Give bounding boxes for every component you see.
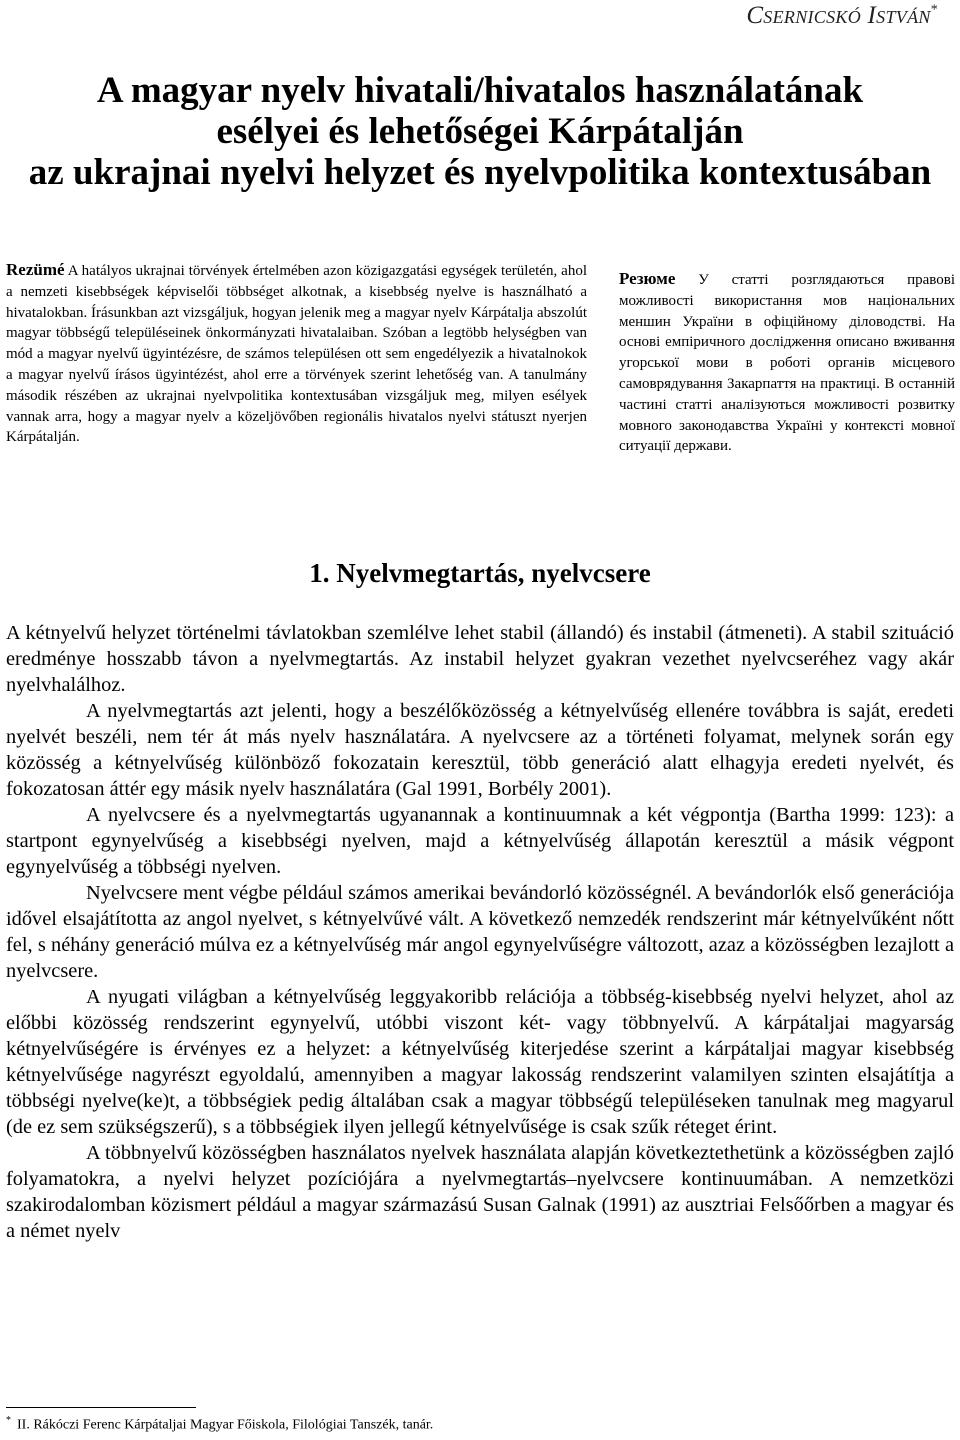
abstract-ukrainian: [619, 269, 955, 457]
section-body: [6, 620, 954, 1244]
abstract-hungarian-label: Rezümé: [6, 260, 65, 279]
title-line-1: A magyar nyelv hivatali/hivatalos használatának: [96, 70, 864, 111]
article-title: [0, 70, 960, 193]
abstract-ukrainian-label: Резюме: [619, 269, 676, 288]
abstract-hungarian: [6, 260, 587, 448]
title-line-3: az ukrajnai nyelvi helyzet és nyelvpolitika kontextusában: [28, 152, 932, 193]
paragraph: A többnyelvű közösségben használatos nyelvek használata alapján következtethetünk a közösségben zajló folyamatokra, a nyelvi helyzet pozíciójára a nyelvmegtartás–nyelvcsere kontinuumában. A nemzetközi szakirodalomban közismert például a magyar származású Susan Galnak (1991) az ausztriai Felsőőrben a magyar és a német nyelv: [6, 1142, 954, 1242]
author-name-text: Csernicskó István: [746, 2, 931, 29]
abstract-hungarian-text: A hatályos ukrajnai törvények értelmében azon közigazgatási egységek területén, ahol a nemzeti kisebbségek képviselői többséget alkotnak, a kisebbség nyelve is használható a hivatalokban. Írásunkban azt vizsgáljuk, hogyan jelenik meg a magyar nyelv Kárpátalja abszolút magyar többségű településeinek önkormányzati hivatalaiban. Szóban a legtöbb helységben van mód a magyar nyelvű ügyintézésre, de számos településen ott sem engedélyezik a hivatalnokok a magyar nyelvű írásos ügyintézést, ahol erre a törvények szerint lehetőség van. A tanulmány második részében az ukrajnai nyelvpolitika kontextusában vizsgáljuk meg, milyen esélyek vannak arra, hogy a magyar nyelv a közeljövőben regionális hivatalos nyelvi státuszt nyerjen Kárpátalján.: [6, 263, 587, 446]
title-line-2: esélyei és lehetőségei Kárpátalján: [216, 111, 744, 152]
paragraph: A nyugati világban a kétnyelvűség leggyakoribb relációja a többség-kisebbség nyelvi helyzet, ahol az előbbi közösség rendszerint egynyelvű, utóbbi viszont két- vagy többnyelvű. A kárpátaljai magyarság kétnyelvűségére is érvényes ez a helyzet: a kétnyelvűség kiterjedése szerint a kárpátaljai magyar kisebbség kétnyelvűsége nagyrészt egyoldalú, amennyiben a magyar lakosság rendszerint valamilyen szinten elsajátítja a többségi nyelve(ke)t, a többségiek pedig általában csak a magyar többségű településeken tanulnak meg magyarul (de ez sem szükségszerű), s a többségiek ilyen jellegű kétnyelvűsége is csak szűk réteget érint.: [6, 986, 954, 1138]
paragraph: A nyelvcsere és a nyelvmegtartás ugyanannak a kontinuumnak a két végpontja (Bartha 1999: 123): a startpont egynyelvűség a kisebbségi nyelven, majd a kétnyelvűség állapotán keresztül a másik végpont egynyelvűség a többségi nyelven.: [6, 804, 954, 878]
footnote: [6, 1415, 433, 1434]
author-name: [746, 2, 938, 30]
paragraph: Nyelvcsere ment végbe például számos amerikai bevándorló közösségnél. A bevándorlók első generációja idővel elsajátította az angol nyelvet, s kétnyelvűvé vált. A következő nemzedék rendszerint már kétnyelvűként nőtt fel, s néhány generáció múlva ez a kétnyelvűség már angol egynyelvűségre változott, azaz a közösségben lezajlott a nyelvcsere.: [6, 882, 954, 982]
abstract-ukrainian-text: У статті розглядаються правові можливості використання мов національних меншин України в офіційному діловодстві. На основі емпіричного дослідження описано вживання угорської мови в роботі органів місцевого самоврядування Закарпаття на практиці. В останній частині статті аналізуються можливості розвитку мовного законодавства Україні у контексті мовної ситуації держави.: [619, 272, 955, 455]
footnote-divider: [6, 1407, 196, 1408]
footnote-mark: *: [6, 1415, 11, 1426]
paragraph: A kétnyelvű helyzet történelmi távlatokban szemlélve lehet stabil (állandó) és instabil (átmeneti). A stabil szituáció eredménye hosszabb távon a nyelvmegtartás. Az instabil helyzet gyakran vezethet nyelvcseréhez vagy akár nyelvhalálhoz.: [6, 622, 954, 696]
section-heading: 1. Nyelvmegtartás, nyelvcsere: [309, 558, 651, 588]
paragraph: A nyelvmegtartás azt jelenti, hogy a beszélőközösség a kétnyelvűség ellenére továbbra is saját, eredeti nyelvét beszéli, nem tér át más nyelv használatára. A nyelvcsere az a történeti folyamat, melynek során egy közösség a kétnyelvűség különböző fokozatain keresztül, több generáció alatt elhagyja eredeti nyelvét, és fokozatosan áttér egy másik nyelv használatára (Gal 1991, Borbély 2001).: [6, 700, 954, 800]
author-footnote-mark: *: [930, 2, 938, 18]
footnote-text: II. Rákóczi Ferenc Kárpátaljai Magyar Főiskola, Filológiai Tanszék, tanár.: [17, 1417, 434, 1433]
